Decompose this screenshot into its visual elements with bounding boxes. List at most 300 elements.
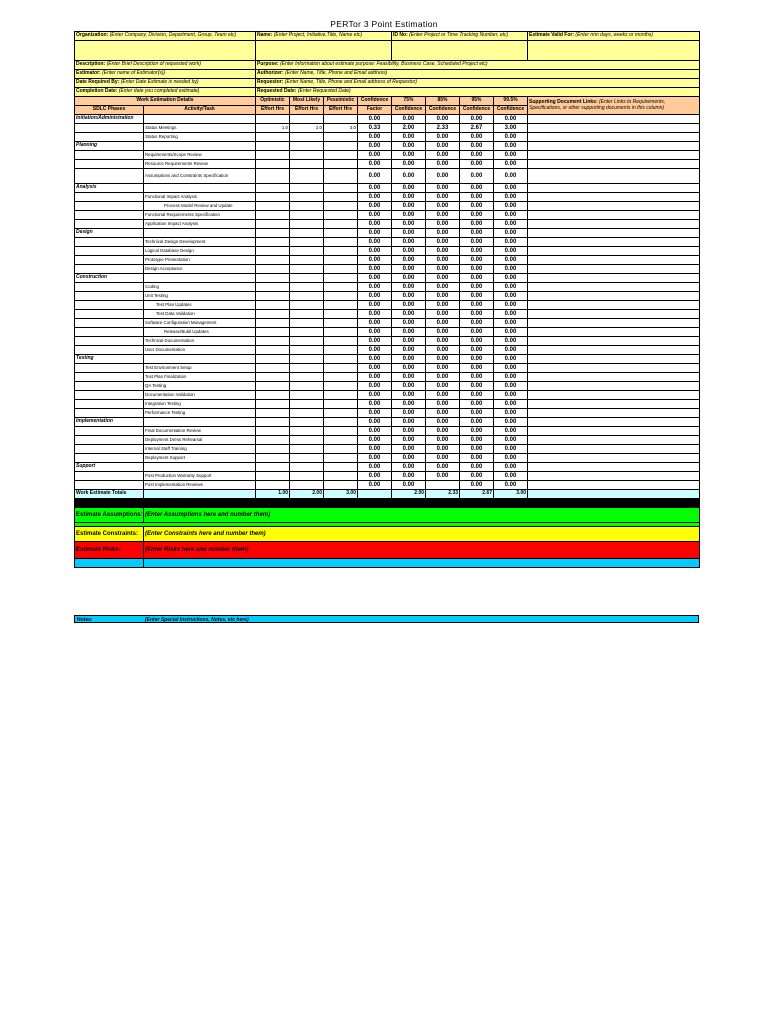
pessimistic-cell[interactable] — [324, 265, 358, 274]
most-likely-cell[interactable] — [290, 418, 324, 427]
most-likely-cell[interactable] — [290, 445, 324, 454]
pessimistic-cell[interactable] — [324, 328, 358, 337]
c85-value: 0.00 — [426, 472, 460, 481]
task-cell[interactable]: Logical Database Design — [144, 247, 256, 256]
c995-value: 0.00 — [494, 310, 528, 319]
optimistic-cell[interactable] — [256, 169, 290, 184]
most-likely-cell[interactable] — [290, 256, 324, 265]
phase-cell — [75, 193, 144, 202]
optimistic-cell[interactable] — [256, 274, 290, 283]
c95-value: 0.00 — [460, 211, 494, 220]
phase-row — [75, 229, 700, 238]
optimistic-cell[interactable] — [256, 436, 290, 445]
c95-value: 0.00 — [460, 193, 494, 202]
pessimistic-cell[interactable]: 3.0 — [324, 124, 358, 133]
task-cell[interactable]: Integration Testing — [144, 400, 256, 409]
supporting-doc-cell[interactable] — [528, 274, 700, 283]
pessimistic-cell[interactable] — [324, 418, 358, 427]
optimistic-cell[interactable] — [256, 373, 290, 382]
c85-value: 0.00 — [426, 418, 460, 427]
most-likely-cell[interactable] — [290, 481, 324, 490]
task-cell[interactable]: Prototype Presentation — [144, 256, 256, 265]
most-likely-header: Most Likely — [290, 97, 324, 106]
most-likely-cell[interactable] — [290, 247, 324, 256]
phase-cell — [75, 400, 144, 409]
most-likely-cell[interactable] — [290, 283, 324, 292]
confidence-factor: 0.00 — [358, 184, 392, 193]
supporting-doc-cell[interactable] — [528, 337, 700, 346]
optimistic-cell[interactable] — [256, 337, 290, 346]
pessimistic-cell[interactable] — [324, 337, 358, 346]
most-likely-cell[interactable]: 2.0 — [290, 124, 324, 133]
optimistic-cell[interactable] — [256, 319, 290, 328]
c95-value: 0.00 — [460, 337, 494, 346]
pessimistic-cell[interactable] — [324, 364, 358, 373]
supporting-doc-cell[interactable] — [528, 193, 700, 202]
requested-date-cell[interactable]: Requested Date: (Enter Requested Date) — [256, 88, 700, 97]
supporting-doc-cell[interactable] — [528, 445, 700, 454]
task-cell[interactable]: Test Plan Finalization — [144, 373, 256, 382]
pessimistic-cell[interactable] — [324, 274, 358, 283]
pessimistic-cell[interactable] — [324, 160, 358, 169]
c75-value: 0.00 — [392, 211, 426, 220]
task-cell[interactable]: Software Configuration Management — [144, 319, 256, 328]
c995-value: 0.00 — [494, 115, 528, 124]
task-cell[interactable]: Design Acceptance — [144, 265, 256, 274]
optimistic-cell[interactable] — [256, 184, 290, 193]
most-likely-cell[interactable] — [290, 463, 324, 472]
c995-value: 0.00 — [494, 283, 528, 292]
supporting-doc-cell[interactable] — [528, 202, 700, 211]
totals-label: Work Estimate Totals — [75, 490, 144, 499]
most-likely-cell[interactable] — [290, 400, 324, 409]
most-likely-cell[interactable] — [290, 319, 324, 328]
supporting-doc-cell[interactable] — [528, 427, 700, 436]
optimistic-cell[interactable] — [256, 481, 290, 490]
pessimistic-header: Pessimistic — [324, 97, 358, 106]
task-cell[interactable]: Resource Requirements Review — [144, 160, 256, 169]
supporting-doc-cell[interactable] — [528, 346, 700, 355]
task-cell[interactable]: Release/Build Updates — [144, 328, 256, 337]
c95-value: 0.00 — [460, 151, 494, 160]
c75-value: 0.00 — [392, 202, 426, 211]
pessimistic-cell[interactable] — [324, 373, 358, 382]
optimistic-cell[interactable] — [256, 346, 290, 355]
description-cell[interactable]: Description: (Enter Brief Description of requested work) — [75, 61, 256, 70]
optimistic-cell[interactable] — [256, 142, 290, 151]
pessimistic-cell[interactable] — [324, 472, 358, 481]
task-cell[interactable]: Test Environment Setup — [144, 364, 256, 373]
supporting-doc-cell[interactable] — [528, 211, 700, 220]
notes-field[interactable]: (Enter Special Instructions, Notes, etc here) — [145, 617, 249, 623]
most-likely-cell[interactable] — [290, 337, 324, 346]
most-likely-cell[interactable] — [290, 211, 324, 220]
pessimistic-cell[interactable] — [324, 169, 358, 184]
c995-value: 0.00 — [494, 169, 528, 184]
most-likely-cell[interactable] — [290, 151, 324, 160]
most-likely-cell[interactable] — [290, 193, 324, 202]
supporting-doc-cell[interactable] — [528, 115, 700, 124]
most-likely-cell[interactable] — [290, 301, 324, 310]
organization-cell[interactable]: Organization: (Enter Company, Division, Department, Group, Team etc) — [75, 32, 256, 41]
pessimistic-cell[interactable] — [324, 133, 358, 142]
supporting-doc-cell[interactable] — [528, 436, 700, 445]
most-likely-cell[interactable] — [290, 274, 324, 283]
most-likely-cell[interactable] — [290, 220, 324, 229]
id-blank[interactable] — [392, 41, 528, 61]
c75-value: 0.00 — [392, 274, 426, 283]
id-cell[interactable]: ID No: (Enter Project or Time Tracking Number, etc) — [392, 32, 528, 41]
supporting-doc-cell[interactable] — [528, 292, 700, 301]
task-cell[interactable]: Documentation Validation — [144, 391, 256, 400]
pessimistic-cell[interactable] — [324, 481, 358, 490]
confidence-factor: 0.00 — [358, 193, 392, 202]
most-likely-cell[interactable] — [290, 436, 324, 445]
authorizer-cell[interactable]: Authorizer: (Enter Name, Title, Phone and Email address) — [256, 70, 700, 79]
c75-value: 0.00 — [392, 373, 426, 382]
pessimistic-cell[interactable] — [324, 436, 358, 445]
supporting-doc-cell[interactable] — [528, 409, 700, 418]
optimistic-cell[interactable] — [256, 310, 290, 319]
optimistic-cell[interactable] — [256, 445, 290, 454]
optimistic-cell[interactable] — [256, 265, 290, 274]
supporting-doc-cell[interactable] — [528, 463, 700, 472]
supporting-doc-cell[interactable] — [528, 355, 700, 364]
supporting-doc-cell[interactable] — [528, 472, 700, 481]
confidence-factor: 0.00 — [358, 463, 392, 472]
supporting-doc-cell[interactable] — [528, 124, 700, 133]
most-likely-cell[interactable] — [290, 229, 324, 238]
supporting-doc-cell[interactable] — [528, 418, 700, 427]
task-cell[interactable]: Status Meetings — [144, 124, 256, 133]
phase-cell — [75, 238, 144, 247]
c995-value: 0.00 — [494, 256, 528, 265]
supporting-doc-cell[interactable] — [528, 481, 700, 490]
most-likely-cell[interactable] — [290, 142, 324, 151]
most-likely-cell[interactable] — [290, 364, 324, 373]
organization-blank[interactable] — [75, 41, 256, 61]
c95-value: 0.00 — [460, 301, 494, 310]
task-cell[interactable] — [144, 229, 256, 238]
valid-blank[interactable] — [528, 41, 700, 61]
optimistic-cell[interactable] — [256, 292, 290, 301]
phase-cell — [75, 436, 144, 445]
optimistic-cell[interactable] — [256, 454, 290, 463]
supporting-doc-cell[interactable] — [528, 400, 700, 409]
optimistic-cell[interactable] — [256, 391, 290, 400]
task-cell[interactable]: Application Impact Analysis — [144, 220, 256, 229]
task-cell[interactable]: Deployment Support — [144, 454, 256, 463]
most-likely-cell[interactable] — [290, 472, 324, 481]
pessimistic-cell[interactable] — [324, 382, 358, 391]
optimistic-cell[interactable] — [256, 382, 290, 391]
page-title: PERTor 3 Point Estimation — [330, 19, 438, 29]
phase-cell: Planning — [75, 142, 144, 151]
name-cell[interactable]: Name: (Enter Project, Initiative,Title, Name etc) — [256, 32, 392, 41]
task-cell[interactable] — [144, 142, 256, 151]
optimistic-cell[interactable] — [256, 202, 290, 211]
pessimistic-cell[interactable] — [324, 463, 358, 472]
supporting-doc-cell[interactable] — [528, 229, 700, 238]
phase-cell — [75, 364, 144, 373]
c995-value: 0.00 — [494, 409, 528, 418]
most-likely-cell[interactable] — [290, 454, 324, 463]
c75-value: 0.00 — [392, 445, 426, 454]
task-cell[interactable] — [144, 184, 256, 193]
optimistic-cell[interactable] — [256, 472, 290, 481]
optimistic-cell[interactable] — [256, 427, 290, 436]
most-likely-cell[interactable] — [290, 346, 324, 355]
c85-value: 0.00 — [426, 310, 460, 319]
optimistic-cell[interactable] — [256, 211, 290, 220]
supporting-docs-header: Supporting Document Links: (Enter Links to Requirements, Specifications, or other supporting documents in this column) — [528, 97, 700, 115]
c95-value: 0.00 — [460, 355, 494, 364]
supporting-doc-cell[interactable] — [528, 169, 700, 184]
optimistic-cell[interactable] — [256, 256, 290, 265]
supporting-doc-cell[interactable] — [528, 301, 700, 310]
supporting-doc-cell[interactable] — [528, 373, 700, 382]
header-row-1 — [75, 32, 700, 41]
optimistic-cell[interactable] — [256, 328, 290, 337]
supporting-doc-cell[interactable] — [528, 283, 700, 292]
task-cell[interactable]: User Documentation — [144, 346, 256, 355]
task-cell[interactable] — [144, 418, 256, 427]
pessimistic-cell[interactable] — [324, 283, 358, 292]
supporting-doc-cell[interactable] — [528, 319, 700, 328]
requestor-cell[interactable]: Requestor: (Enter Name, Title, Phone and Email address of Requestor) — [256, 79, 700, 88]
constraints-row — [75, 527, 700, 542]
confidence-factor: 0.00 — [358, 337, 392, 346]
supporting-doc-cell[interactable] — [528, 238, 700, 247]
supporting-doc-cell[interactable] — [528, 247, 700, 256]
valid-cell[interactable]: Estimate Valid For: (Enter nnn days, weeks or months) — [528, 32, 700, 41]
pessimistic-effort-header: Effort Hrs — [324, 106, 358, 115]
task-cell[interactable]: Assumptions and Constraints Specification — [144, 169, 256, 184]
supporting-doc-cell[interactable] — [528, 151, 700, 160]
phase-row — [75, 115, 700, 124]
pessimistic-cell[interactable] — [324, 301, 358, 310]
most-likely-cell[interactable] — [290, 202, 324, 211]
task-cell[interactable]: Post Implementation Reviews — [144, 481, 256, 490]
pessimistic-cell[interactable] — [324, 193, 358, 202]
supporting-doc-cell[interactable] — [528, 142, 700, 151]
phase-cell — [75, 346, 144, 355]
date-required-cell[interactable]: Date Required By: (Enter Date Estimate is needed by) — [75, 79, 256, 88]
task-row — [75, 133, 700, 142]
c995-value: 0.00 — [494, 373, 528, 382]
pessimistic-cell[interactable] — [324, 229, 358, 238]
pessimistic-cell[interactable] — [324, 292, 358, 301]
estimation-sheet — [74, 31, 700, 568]
phase-cell — [75, 124, 144, 133]
pessimistic-cell[interactable] — [324, 427, 358, 436]
supporting-doc-cell[interactable] — [528, 256, 700, 265]
task-row — [75, 409, 700, 418]
c95-value: 0.00 — [460, 229, 494, 238]
c75-value: 0.00 — [392, 220, 426, 229]
optimistic-cell[interactable] — [256, 301, 290, 310]
pessimistic-cell[interactable] — [324, 256, 358, 265]
optimistic-cell[interactable] — [256, 238, 290, 247]
task-cell[interactable]: Functional Impact Analysis — [144, 193, 256, 202]
pessimistic-cell[interactable] — [324, 202, 358, 211]
most-likely-cell[interactable] — [290, 310, 324, 319]
notes-label: Notes: — [77, 617, 93, 623]
task-cell[interactable]: Status Reporting — [144, 133, 256, 142]
task-cell[interactable]: Unit Testing — [144, 292, 256, 301]
optimistic-cell[interactable] — [256, 364, 290, 373]
pessimistic-cell[interactable] — [324, 151, 358, 160]
task-row — [75, 427, 700, 436]
supporting-doc-cell[interactable] — [528, 328, 700, 337]
task-cell[interactable]: Deployment Dress Rehearsal — [144, 436, 256, 445]
most-likely-cell[interactable] — [290, 133, 324, 142]
task-cell[interactable] — [144, 463, 256, 472]
pessimistic-cell[interactable] — [324, 319, 358, 328]
header-blank-row — [75, 41, 700, 61]
totals-factor — [358, 490, 392, 499]
c85-value: 0.00 — [426, 337, 460, 346]
estimator-cell[interactable]: Estimator: (Enter name of Estimator(s)) — [75, 70, 256, 79]
most-likely-cell[interactable] — [290, 160, 324, 169]
optimistic-cell[interactable] — [256, 229, 290, 238]
most-likely-cell[interactable] — [290, 409, 324, 418]
task-cell[interactable] — [144, 355, 256, 364]
c75-header: 75% — [392, 97, 426, 106]
supporting-doc-cell[interactable] — [528, 265, 700, 274]
pessimistic-cell[interactable] — [324, 454, 358, 463]
c75-value: 2.00 — [392, 124, 426, 133]
task-cell[interactable]: Functional Requirements Specification — [144, 211, 256, 220]
pessimistic-cell[interactable] — [324, 445, 358, 454]
c75-value: 0.00 — [392, 301, 426, 310]
pessimistic-cell[interactable] — [324, 247, 358, 256]
pessimistic-cell[interactable] — [324, 355, 358, 364]
risks-field[interactable]: (Enter Risks here and number them) — [144, 542, 700, 559]
most-likely-cell[interactable] — [290, 391, 324, 400]
pessimistic-cell[interactable] — [324, 115, 358, 124]
most-likely-cell[interactable] — [290, 265, 324, 274]
task-cell[interactable]: Coding — [144, 283, 256, 292]
most-likely-cell[interactable] — [290, 292, 324, 301]
task-cell[interactable]: Test Data Validation — [144, 310, 256, 319]
pessimistic-cell[interactable] — [324, 400, 358, 409]
c85-value: 0.00 — [426, 454, 460, 463]
c95-value: 0.00 — [460, 220, 494, 229]
task-cell[interactable]: Technical Documentation — [144, 337, 256, 346]
optimistic-cell[interactable] — [256, 160, 290, 169]
optimistic-cell[interactable] — [256, 400, 290, 409]
c995-value: 0.00 — [494, 337, 528, 346]
optimistic-cell[interactable] — [256, 418, 290, 427]
pessimistic-cell[interactable] — [324, 346, 358, 355]
optimistic-cell[interactable] — [256, 409, 290, 418]
pessimistic-cell[interactable] — [324, 409, 358, 418]
optimistic-cell[interactable] — [256, 247, 290, 256]
c95-value: 2.67 — [460, 124, 494, 133]
supporting-doc-cell[interactable] — [528, 220, 700, 229]
c95-value: 0.00 — [460, 247, 494, 256]
supporting-doc-cell[interactable] — [528, 382, 700, 391]
pessimistic-cell[interactable] — [324, 310, 358, 319]
most-likely-cell[interactable] — [290, 427, 324, 436]
most-likely-cell[interactable] — [290, 238, 324, 247]
optimistic-cell[interactable] — [256, 463, 290, 472]
task-cell[interactable]: Internal Staff Training — [144, 445, 256, 454]
task-cell[interactable]: QA Testing — [144, 382, 256, 391]
supporting-doc-cell[interactable] — [528, 133, 700, 142]
task-row — [75, 319, 700, 328]
task-cell[interactable] — [144, 115, 256, 124]
most-likely-cell[interactable] — [290, 382, 324, 391]
supporting-doc-cell[interactable] — [528, 184, 700, 193]
optimistic-cell[interactable] — [256, 220, 290, 229]
most-likely-cell[interactable] — [290, 115, 324, 124]
name-blank[interactable] — [256, 41, 392, 61]
pessimistic-cell[interactable] — [324, 391, 358, 400]
optimistic-cell[interactable] — [256, 355, 290, 364]
supporting-doc-cell[interactable] — [528, 160, 700, 169]
task-cell[interactable]: Final Documentation Review — [144, 427, 256, 436]
header-row-3 — [75, 70, 700, 79]
task-row — [75, 193, 700, 202]
confidence-factor: 0.00 — [358, 472, 392, 481]
optimistic-header: Optimistic — [256, 97, 290, 106]
task-cell[interactable]: Process Model Review and Update — [144, 202, 256, 211]
optimistic-cell[interactable] — [256, 151, 290, 160]
most-likely-cell[interactable] — [290, 328, 324, 337]
task-cell[interactable]: Post Production Warranty Support — [144, 472, 256, 481]
purpose-cell[interactable]: Purpose: (Enter Information about estimate purpose: Feasibility, Business Case, Scheduled Project etc) — [256, 61, 700, 70]
optimistic-cell[interactable] — [256, 133, 290, 142]
optimistic-cell[interactable] — [256, 193, 290, 202]
supporting-doc-cell[interactable] — [528, 391, 700, 400]
task-cell[interactable] — [144, 274, 256, 283]
totals-blank — [144, 490, 256, 499]
optimistic-cell[interactable]: 1.0 — [256, 124, 290, 133]
pessimistic-cell[interactable] — [324, 184, 358, 193]
optimistic-cell[interactable] — [256, 283, 290, 292]
supporting-doc-cell[interactable] — [528, 454, 700, 463]
c75-value: 0.00 — [392, 292, 426, 301]
c75-value: 0.00 — [392, 454, 426, 463]
totals-supporting — [528, 490, 700, 499]
task-cell[interactable]: Technical Design Development — [144, 238, 256, 247]
most-likely-cell[interactable] — [290, 373, 324, 382]
supporting-doc-cell[interactable] — [528, 364, 700, 373]
pessimistic-cell[interactable] — [324, 238, 358, 247]
pessimistic-cell[interactable] — [324, 142, 358, 151]
c85-value: 0.00 — [426, 400, 460, 409]
header-row-5 — [75, 88, 700, 97]
c95-value: 0.00 — [460, 328, 494, 337]
pessimistic-cell[interactable] — [324, 211, 358, 220]
task-cell[interactable]: Test Plan Updates — [144, 301, 256, 310]
pessimistic-cell[interactable] — [324, 220, 358, 229]
task-row — [75, 238, 700, 247]
optimistic-cell[interactable] — [256, 115, 290, 124]
task-cell[interactable]: Performance Testing — [144, 409, 256, 418]
assumptions-field[interactable]: (Enter Assumptions here and number them) — [144, 508, 700, 523]
most-likely-cell[interactable] — [290, 169, 324, 184]
most-likely-cell[interactable] — [290, 355, 324, 364]
completion-cell[interactable]: Completion Date: (Enter date you completed estimate) — [75, 88, 256, 97]
supporting-doc-cell[interactable] — [528, 310, 700, 319]
most-likely-cell[interactable] — [290, 184, 324, 193]
column-header-row-1 — [75, 97, 700, 106]
constraints-field[interactable]: (Enter Constraints here and number them) — [144, 527, 700, 542]
task-cell[interactable]: Requirements/Scope Review — [144, 151, 256, 160]
